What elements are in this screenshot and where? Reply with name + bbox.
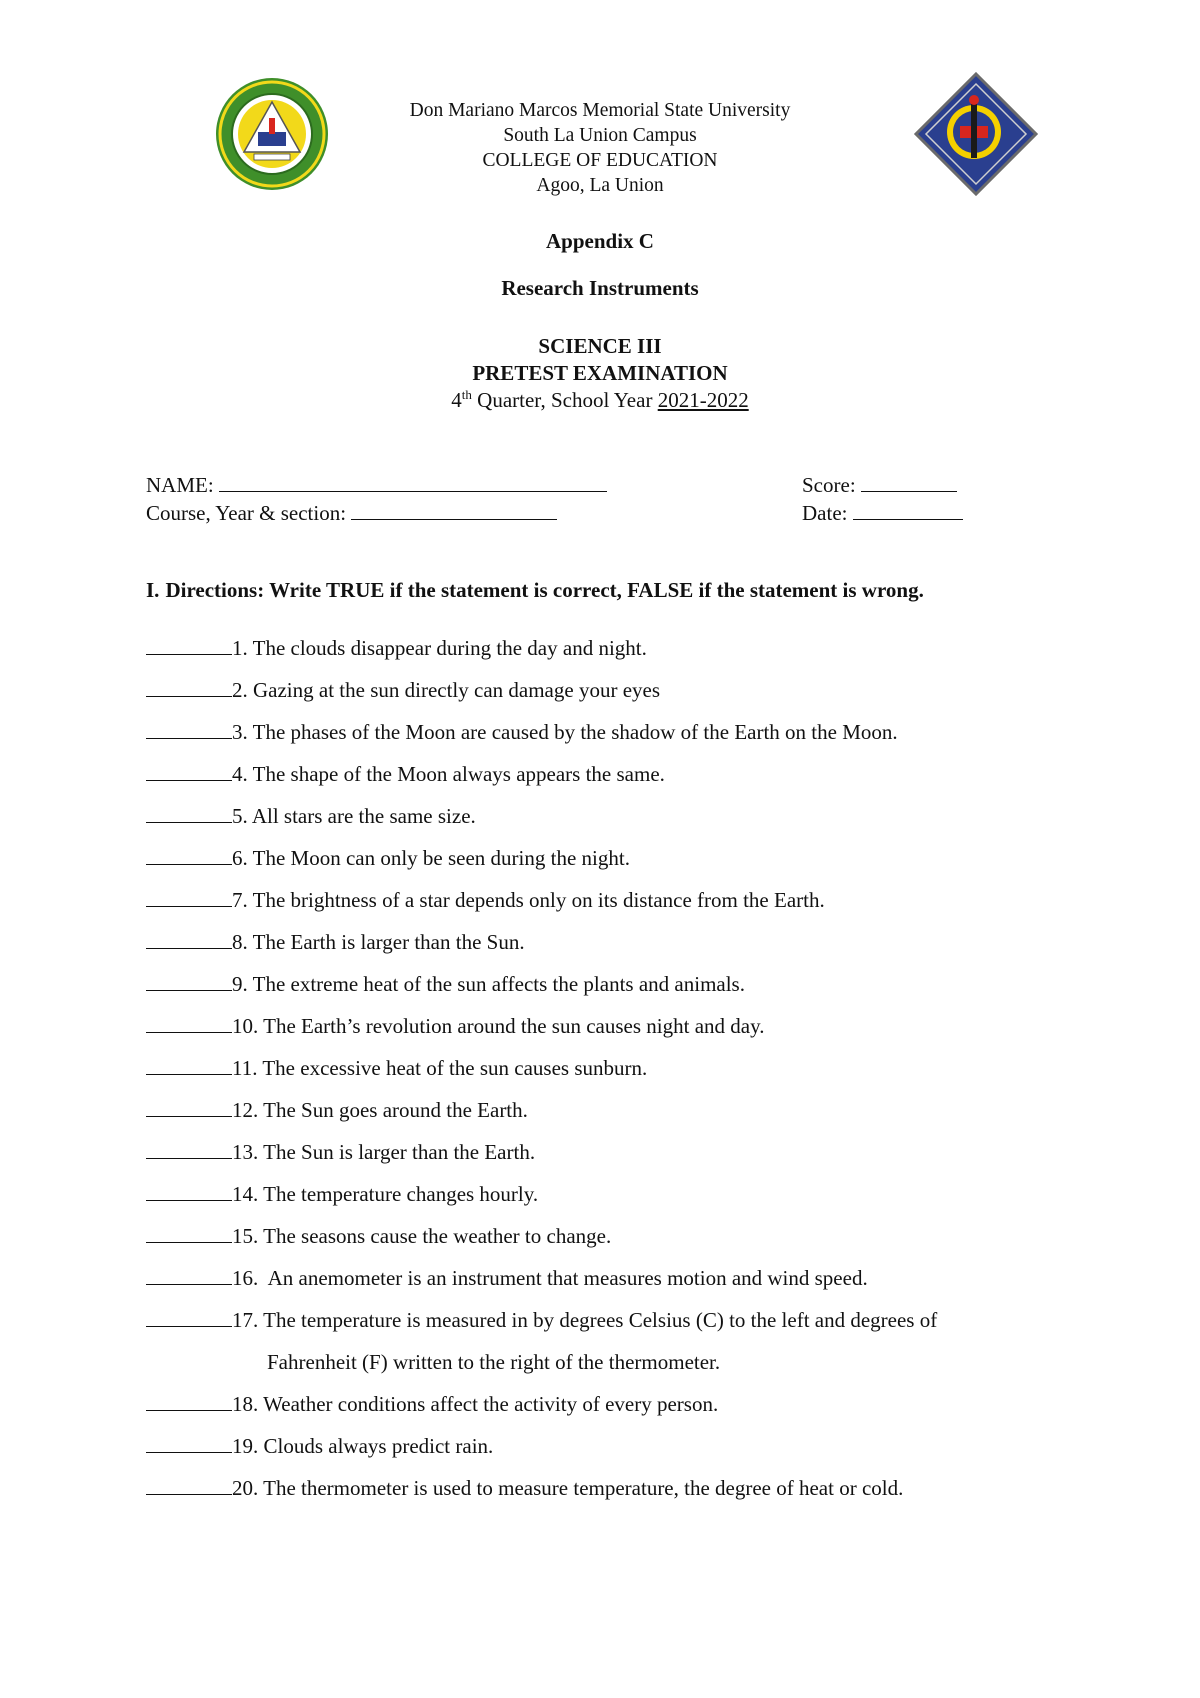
item-text: The Moon can only be seen during the night. [252, 846, 630, 870]
list-item [146, 627, 1086, 669]
score-blank[interactable] [861, 472, 957, 492]
appendix-title: Appendix C [546, 229, 654, 253]
item-number: 20. [232, 1476, 259, 1500]
date-label: Date: [802, 501, 848, 525]
item-text: The seasons cause the weather to change. [263, 1224, 612, 1248]
list-item [146, 1089, 1086, 1131]
item-text: The shape of the Moon always appears the same. [252, 762, 665, 786]
item-number: 9. [232, 972, 248, 996]
list-item [146, 1425, 1086, 1467]
item-number: 8. [232, 930, 248, 954]
course-label: Course, Year & section: [146, 501, 347, 525]
list-item [146, 1257, 1086, 1299]
item-number: 17. [232, 1308, 259, 1332]
college-name: COLLEGE OF EDUCATION [482, 150, 718, 171]
item-number: 5. [232, 804, 248, 828]
list-item [146, 1215, 1086, 1257]
answer-blank[interactable] [146, 1265, 232, 1285]
quarter-number: 4 [451, 388, 462, 412]
list-item [146, 753, 1086, 795]
score-field [802, 472, 957, 498]
item-number: 19. [232, 1434, 259, 1458]
quarter-text: Quarter, School Year [471, 388, 658, 412]
answer-blank[interactable] [146, 1307, 232, 1327]
course-blank[interactable] [351, 500, 557, 520]
answer-blank[interactable] [146, 635, 232, 655]
date-field [802, 500, 963, 526]
item-text: The phases of the Moon are caused by the shadow of the Earth on the Moon. [252, 720, 898, 744]
item-text: Gazing at the sun directly can damage your eyes [253, 678, 661, 702]
item-text: The clouds disappear during the day and night. [252, 636, 647, 660]
list-item [146, 837, 1086, 879]
item-number: 4. [232, 762, 248, 786]
answer-blank[interactable] [146, 677, 232, 697]
answer-blank[interactable] [146, 887, 232, 907]
name-blank[interactable] [219, 472, 607, 492]
institution-header [300, 98, 900, 198]
item-number: 18. [232, 1392, 259, 1416]
item-text: The Earth is larger than the Sun. [252, 930, 525, 954]
item-number: 7. [232, 888, 248, 912]
answer-blank[interactable] [146, 1391, 232, 1411]
name-label: NAME: [146, 473, 214, 497]
answer-blank[interactable] [146, 719, 232, 739]
item-number: 6. [232, 846, 248, 870]
college-logo [914, 72, 1038, 196]
item-text: The temperature is measured in by degrees Celsius (C) to the left and degrees of [263, 1308, 938, 1332]
answer-blank[interactable] [146, 971, 232, 991]
answer-blank[interactable] [146, 929, 232, 949]
answer-blank[interactable] [146, 1055, 232, 1075]
list-item [146, 1047, 1086, 1089]
answer-blank[interactable] [146, 845, 232, 865]
list-item [146, 963, 1086, 1005]
question-list [146, 627, 1086, 1509]
item-number: 15. [232, 1224, 259, 1248]
quarter-line [0, 387, 1200, 413]
answer-blank[interactable] [146, 1433, 232, 1453]
item-text: The thermometer is used to measure temperature, the degree of heat or cold. [263, 1476, 904, 1500]
item-text: The extreme heat of the sun affects the plants and animals. [252, 972, 745, 996]
answer-blank[interactable] [146, 803, 232, 823]
answer-blank[interactable] [146, 1013, 232, 1033]
item-text: Clouds always predict rain. [263, 1434, 494, 1458]
item-text: The excessive heat of the sun causes sunburn. [262, 1056, 648, 1080]
answer-blank[interactable] [146, 1223, 232, 1243]
item-text: The brightness of a star depends only on its distance from the Earth. [252, 888, 825, 912]
list-item [146, 879, 1086, 921]
list-item [146, 795, 1086, 837]
list-item [146, 1299, 1086, 1383]
answer-blank[interactable] [146, 1139, 232, 1159]
item-number: 10. [232, 1014, 259, 1038]
list-item [146, 1173, 1086, 1215]
course-field [146, 500, 557, 526]
item-text: Weather conditions affect the activity of every person. [263, 1392, 719, 1416]
list-item [146, 669, 1086, 711]
list-item [146, 711, 1086, 753]
item-number: 14. [232, 1182, 259, 1206]
list-item [146, 921, 1086, 963]
campus-location: Agoo, La Union [536, 175, 664, 196]
list-item [146, 1131, 1086, 1173]
school-year: 2021-2022 [657, 388, 749, 412]
quarter-suffix: th [461, 387, 472, 402]
list-item [146, 1467, 1086, 1509]
answer-blank[interactable] [146, 761, 232, 781]
item-number: 1. [232, 636, 248, 660]
item-number: 3. [232, 720, 248, 744]
answer-blank[interactable] [146, 1475, 232, 1495]
item-text: The temperature changes hourly. [263, 1182, 539, 1206]
directions [146, 578, 924, 603]
exam-heading [0, 333, 1200, 387]
name-field [146, 472, 607, 498]
item-number: 13. [232, 1140, 259, 1164]
answer-blank[interactable] [146, 1181, 232, 1201]
university-name: Don Mariano Marcos Memorial State University [409, 100, 791, 121]
item-text: An anemometer is an instrument that measures motion and wind speed. [263, 1266, 868, 1290]
item-number: 2. [232, 678, 248, 702]
date-blank[interactable] [853, 500, 963, 520]
item-number: 11. [232, 1056, 258, 1080]
directions-text: Directions: Write TRUE if the statement is correct, FALSE if the statement is wrong. [165, 578, 924, 602]
item-text: The Sun is larger than the Earth. [263, 1140, 536, 1164]
list-item [146, 1383, 1086, 1425]
directions-number: I. [146, 578, 160, 602]
answer-blank[interactable] [146, 1097, 232, 1117]
subject-title: SCIENCE III [538, 334, 662, 358]
item-number: 12. [232, 1098, 259, 1122]
score-label: Score: [802, 473, 856, 497]
campus-name: South La Union Campus [503, 125, 697, 146]
exam-title: PRETEST EXAMINATION [472, 361, 728, 385]
item-text-continuation: Fahrenheit (F) written to the right of the thermometer. [267, 1350, 721, 1374]
item-text: All stars are the same size. [251, 804, 476, 828]
list-item [146, 1005, 1086, 1047]
item-text: The Sun goes around the Earth. [263, 1098, 528, 1122]
item-text: The Earth’s revolution around the sun causes night and day. [263, 1014, 765, 1038]
item-number: 16. [232, 1266, 259, 1290]
research-instruments-title: Research Instruments [501, 276, 699, 300]
